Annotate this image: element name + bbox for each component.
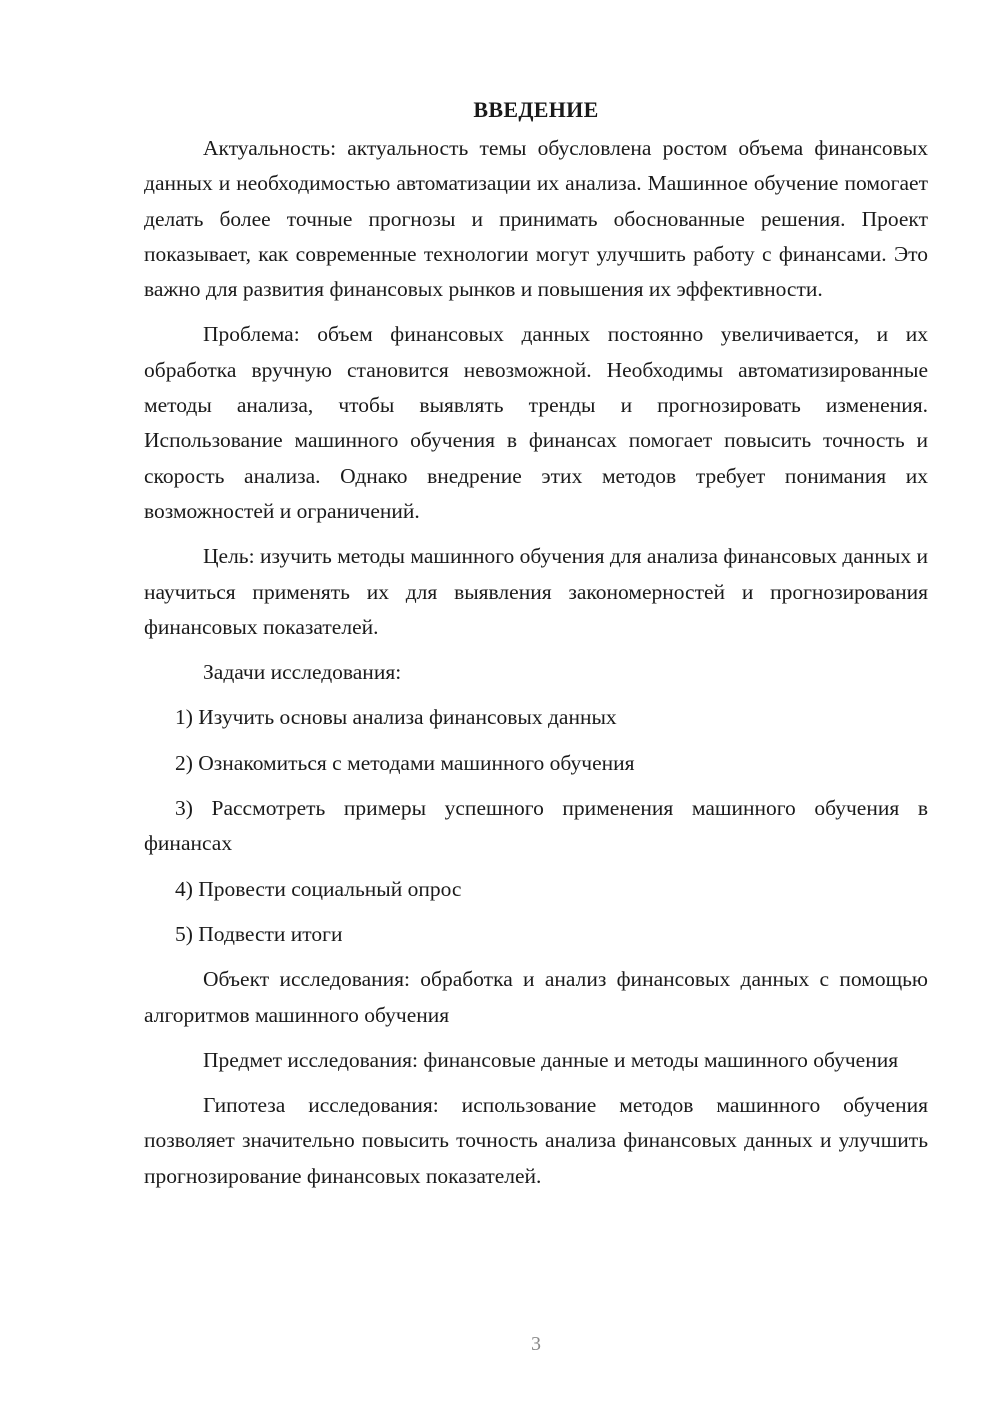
section-heading: ВВЕДЕНИЕ [473, 97, 599, 122]
page-number: 3 [531, 1333, 541, 1355]
subject-paragraph: Предмет исследования: финансовые данные и методы машинного обучения [203, 1047, 899, 1072]
object-paragraph: Объект исследования: обработка и анализ финансовых данных с помощью алгоритмов машинного обучения [144, 967, 928, 1027]
task-item-2: 2) Ознакомиться с методами машинного обучения [175, 750, 635, 775]
problem-paragraph: Проблема: объем финансовых данных постоянно увеличивается, и их обработка вручную становится невозможной. Необходимы автоматизированные методы анализа, чтобы выявлять тренды и прогнозировать изменения. Использование машинного обучения в финансах помогает повысить точность и скорость анализа. Однако внедрение этих методов требует понимания их возможностей и ограничений. [144, 322, 928, 523]
relevance-paragraph: Актуальность: актуальность темы обусловлена ростом объема финансовых данных и необходимостью автоматизации их анализа. Машинное обучение помогает делать более точные прогнозы и принимать обоснованные решения. Проект показывает, как современные технологии могут улучшить работу с финансами. Это важно для развития финансовых рынков и повышения их эффективности. [144, 136, 928, 302]
task-item-5: 5) Подвести итоги [175, 921, 343, 946]
document-page [144, 92, 928, 1204]
goal-paragraph: Цель: изучить методы машинного обучения для анализа финансовых данных и научиться применять их для выявления закономерностей и прогнозирования финансовых показателей. [144, 544, 928, 639]
task-item-1: 1) Изучить основы анализа финансовых данных [175, 705, 617, 730]
tasks-title: Задачи исследования: [203, 660, 402, 685]
task-item-4: 4) Провести социальный опрос [175, 876, 462, 901]
hypothesis-paragraph: Гипотеза исследования: использование методов машинного обучения позволяет значительно повысить точность анализа финансовых данных и улучшить прогнозирование финансовых показателей. [144, 1093, 928, 1188]
task-item-3: 3) Рассмотреть примеры успешного применения машинного обучения в финансах [144, 796, 928, 856]
